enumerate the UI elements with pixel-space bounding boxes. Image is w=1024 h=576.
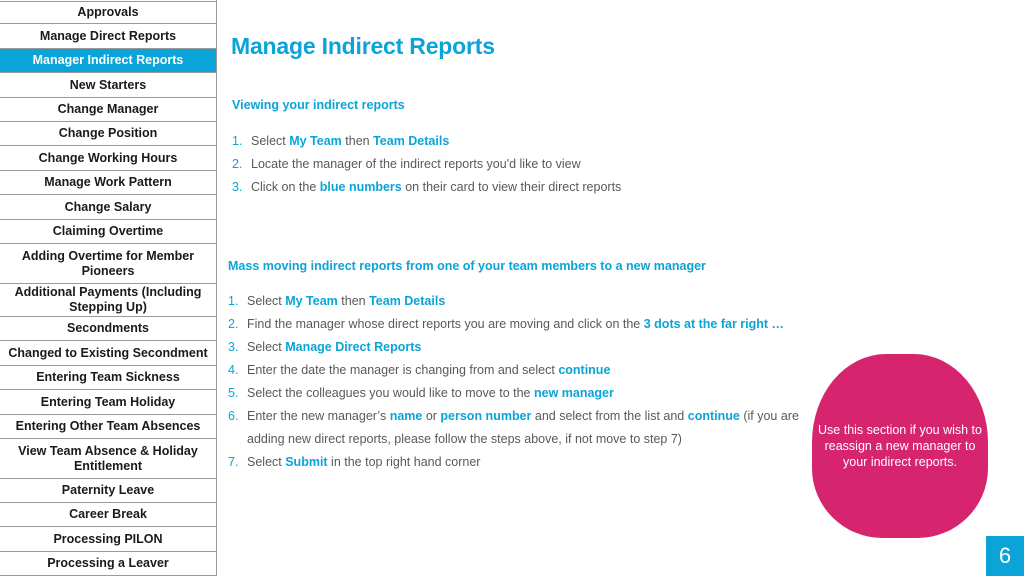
step-text: or [422,409,441,423]
step-text: and select from the list and [531,409,688,423]
highlighted-term: blue numbers [319,180,402,194]
sidebar-item-16[interactable]: Entering Other Team Absences [0,415,216,439]
step-number: 4. [228,363,239,377]
sidebar-item-5[interactable]: Change Position [0,122,216,146]
sidebar-item-4[interactable]: Change Manager [0,98,216,122]
step-text: adding new direct reports, please follow the steps above, if not move to step 7) [247,432,682,446]
step-text: Locate the manager of the indirect reports you'd like to view [251,157,581,171]
step-number: 1. [232,134,243,148]
callout-bubble [812,354,988,538]
page-number: 6 [986,536,1024,576]
step-number: 7. [228,455,239,469]
step-text: (if you are [739,409,799,423]
sidebar-nav [0,0,217,576]
sidebar-item-7[interactable]: Manage Work Pattern [0,171,216,195]
sidebar-item-0[interactable]: Approvals [0,1,216,24]
highlighted-term: Manage Direct Reports [285,340,422,354]
sidebar-item-11[interactable]: Additional Payments (Including Stepping Up) [0,284,216,317]
sidebar-item-2[interactable]: Manager Indirect Reports [0,49,216,73]
step-number: 1. [228,294,239,308]
highlighted-term: My Team [289,134,342,148]
step-item [228,455,480,469]
step-text: in the top right hand corner [327,455,481,469]
sidebar-item-19[interactable]: Career Break [0,503,216,527]
highlighted-term: 3 dots at the far right … [643,317,785,331]
step-item [228,340,421,354]
step-item [228,317,784,331]
sidebar-item-10[interactable]: Adding Overtime for Member Pioneers [0,244,216,284]
step-item [228,386,614,400]
highlighted-term: Team Details [369,294,446,308]
step-text: on their card to view their direct reports [401,180,622,194]
step-text: then [341,134,374,148]
sidebar-item-1[interactable]: Manage Direct Reports [0,25,216,49]
section-heading-mass-moving: Mass moving indirect reports from one of your team members to a new manager [228,259,706,273]
step-number: 5. [228,386,239,400]
step-number: 6. [228,409,239,423]
step-item [228,409,799,423]
sidebar-item-9[interactable]: Claiming Overtime [0,220,216,244]
sidebar-item-13[interactable]: Changed to Existing Secondment [0,341,216,366]
sidebar-item-21[interactable]: Processing a Leaver [0,552,216,576]
step-text: Find the manager whose direct reports you are moving and click on the [247,317,644,331]
highlighted-term: new manager [533,386,614,400]
step-text: Enter the date the manager is changing from and select [247,363,559,377]
step-item [228,363,610,377]
sidebar-item-18[interactable]: Paternity Leave [0,479,216,503]
step-number: 3. [228,340,239,354]
step-text: Select [251,134,290,148]
step-number: 2. [232,157,243,171]
highlighted-term: Submit [285,455,328,469]
sidebar-item-14[interactable]: Entering Team Sickness [0,366,216,390]
sidebar-item-15[interactable]: Entering Team Holiday [0,390,216,415]
callout-text: Use this section if you wish to reassign a new manager to your indirect reports. [818,423,982,469]
step-text: Select the colleagues you would like to move to the [247,386,534,400]
sidebar-item-3[interactable]: New Starters [0,73,216,98]
step-item [232,134,449,148]
step-number: 2. [228,317,239,331]
step-text: Select [247,340,286,354]
highlighted-term: person number [440,409,532,423]
step-text: Click on the [251,180,320,194]
sidebar-item-17[interactable]: View Team Absence & Holiday Entitlement [0,439,216,479]
step-item [232,180,621,194]
step-item [228,294,445,308]
highlighted-term: Team Details [373,134,450,148]
highlighted-term: continue [558,363,611,377]
page-title: Manage Indirect Reports [231,33,495,59]
step-text: then [337,294,370,308]
sidebar-item-12[interactable]: Secondments [0,317,216,341]
section-heading-viewing: Viewing your indirect reports [232,98,405,112]
step-text: Select [247,294,286,308]
sidebar-item-6[interactable]: Change Working Hours [0,146,216,171]
highlighted-term: name [389,409,423,423]
highlighted-term: My Team [285,294,338,308]
sidebar-item-20[interactable]: Processing PILON [0,527,216,552]
highlighted-term: continue [687,409,740,423]
step-text: Enter the new manager’s [247,409,390,423]
step-item [228,432,682,446]
sidebar-item-8[interactable]: Change Salary [0,195,216,220]
step-text: Select [247,455,286,469]
step-item [232,157,581,171]
step-number: 3. [232,180,243,194]
